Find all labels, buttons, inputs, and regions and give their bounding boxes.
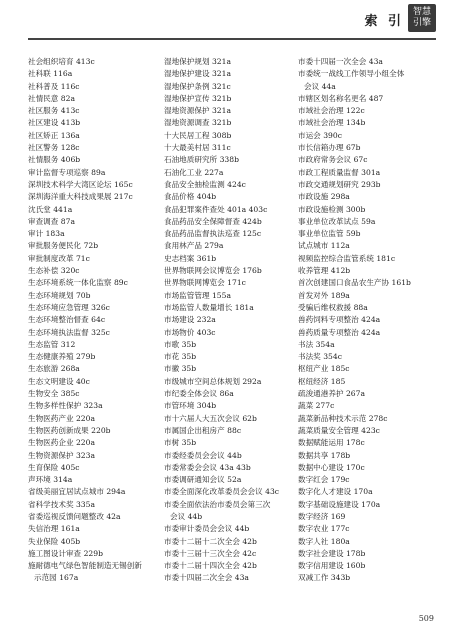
index-entry: 数字社会建设 178b bbox=[298, 548, 366, 558]
index-entry: 疏浚通港养护 267a bbox=[298, 389, 365, 399]
index-entry: 市委全面依法治市委员会第三次 bbox=[164, 499, 271, 509]
index-entry: 数据赋能运用 178c bbox=[298, 438, 365, 448]
page-header bbox=[0, 0, 468, 44]
index-entry: 史志档案 361b bbox=[164, 253, 217, 263]
index-entry: 事业单位改革试点 59a bbox=[298, 216, 376, 226]
index-entry: 社区矫正 136a bbox=[28, 130, 80, 140]
book-logo: 智慧 引擎 bbox=[408, 4, 436, 32]
index-entry: 生态环境规划 70b bbox=[28, 290, 91, 300]
index-entry: 兽药饲料专项整治 424a bbox=[298, 315, 381, 325]
index-entry: 市政交通规划研究 293b bbox=[298, 179, 381, 189]
index-entry: 生态旅游 268a bbox=[28, 364, 80, 374]
index-entry: 社科普及 116c bbox=[28, 81, 80, 91]
index-entry: 市政工程质量监督 301a bbox=[298, 167, 381, 177]
index-entry: 十大民居工程 308b bbox=[164, 130, 232, 140]
index-entry: 市委全面深化改革委员会会议 43c bbox=[164, 487, 280, 497]
index-entry: 数字基础设施建设 170a bbox=[298, 499, 381, 509]
index-columns bbox=[28, 56, 436, 616]
index-entry: 生育保险 405c bbox=[28, 462, 80, 472]
index-entry: 生态健康养殖 279b bbox=[28, 352, 96, 362]
index-entry: 市级城市空间总体规划 292a bbox=[164, 376, 262, 386]
index-entry: 社情民意 82a bbox=[28, 93, 75, 103]
index-entry: 枢纽产业 185c bbox=[298, 364, 350, 374]
index-entry: 失业保险 405b bbox=[28, 536, 81, 546]
index-entry: 市委常委会会议 43a 43b bbox=[164, 462, 251, 472]
index-entry: 市政府常务会议 67c bbox=[298, 155, 368, 165]
index-entry: 审计监督专项巡察 89a bbox=[28, 167, 106, 177]
index-entry: 书法奖 354c bbox=[298, 352, 342, 362]
index-entry: 蔬菜质量安全管理 423c bbox=[298, 425, 380, 435]
index-entry: 市纪委全体会议 86a bbox=[164, 389, 234, 399]
index-entry: 会议 44b bbox=[170, 511, 203, 521]
index-entry: 书法 354a bbox=[298, 339, 335, 349]
index-entry: 蔬菜新品种技术示范 278c bbox=[298, 413, 388, 423]
index-entry: 市委十二届十四次全会 42b bbox=[164, 561, 257, 571]
index-entry: 市花 35b bbox=[164, 352, 197, 362]
index-entry: 石油地质研究所 338b bbox=[164, 155, 239, 165]
index-entry: 湿地资源调查 321b bbox=[164, 118, 232, 128]
index-entry: 食用林产品 279a bbox=[164, 241, 224, 251]
index-entry: 事业单位监管 59b bbox=[298, 229, 361, 239]
index-entry: 市委经委员会会议 44b bbox=[164, 450, 242, 460]
index-entry: 施工图设计审查 229b bbox=[28, 548, 103, 558]
index-entry: 试点城市 112a bbox=[298, 241, 350, 251]
index-entry: 生态环境执法监督 325c bbox=[28, 327, 110, 337]
index-title: 索 引 bbox=[364, 14, 404, 29]
header-divider bbox=[28, 38, 436, 40]
index-entry: 生物医药创新成果 220b bbox=[28, 425, 111, 435]
index-entry: 施耐德电气绿色智能制造无锡创新 bbox=[28, 561, 142, 571]
index-entry: 审计 183a bbox=[28, 229, 65, 239]
index-entry: 省级美丽宜居试点城市 294a bbox=[28, 487, 126, 497]
index-entry: 社情服务 406b bbox=[28, 155, 81, 165]
index-entry: 市歌 35b bbox=[164, 339, 197, 349]
index-entry: 数据中心建设 170c bbox=[298, 462, 365, 472]
index-entry: 数字化人才建设 170a bbox=[298, 487, 373, 497]
index-entry: 审批服务便民化 72b bbox=[28, 241, 99, 251]
index-entry: 湿地保护条例 321c bbox=[164, 81, 231, 91]
index-entry: 世界物联网会议博览会 176b bbox=[164, 266, 262, 276]
index-entry: 沈氏堂 441a bbox=[28, 204, 73, 214]
index-entry: 市运会 390c bbox=[298, 130, 342, 140]
index-entry: 市徽 35b bbox=[164, 364, 197, 374]
index-entry: 市委十三届十三次全会 42c bbox=[164, 548, 257, 558]
index-entry: 生态环境系统一体化监察 89c bbox=[28, 278, 128, 288]
index-entry: 湿地保护规划 321a bbox=[164, 57, 231, 66]
index-entry: 市管环境 304b bbox=[164, 401, 217, 411]
index-entry: 数字经济 169 bbox=[298, 511, 346, 521]
index-entry: 生物医药企业 220a bbox=[28, 438, 95, 448]
index-entry: 数字红会 179c bbox=[298, 475, 350, 485]
index-entry: 收养管理 412b bbox=[298, 266, 351, 276]
index-entry: 湿地资源保护 321a bbox=[164, 106, 231, 116]
index-entry: 生态环境应急管理 326c bbox=[28, 302, 110, 312]
index-entry: 枢纽经济 185 bbox=[298, 376, 346, 386]
index-entry: 十大最美村居 311c bbox=[164, 143, 231, 153]
index-entry: 市域社会治理 122c bbox=[298, 106, 365, 116]
index-entry: 生物安全 385c bbox=[28, 389, 80, 399]
index-entry: 市委统一战线工作领导小组全体 bbox=[298, 69, 405, 79]
index-entry: 生物医药产业 220a bbox=[28, 413, 95, 423]
index-entry: 石油化工业 227a bbox=[164, 167, 224, 177]
index-entry: 食品价格 404b bbox=[164, 192, 217, 202]
index-entry: 市属国企出租房产 88c bbox=[164, 425, 242, 435]
index-entry: 湿地保护宣传 321b bbox=[164, 93, 232, 103]
index-column-3 bbox=[298, 56, 428, 585]
index-entry: 蔬菜 277c bbox=[298, 401, 335, 411]
index-entry: 生物资源保护 323a bbox=[28, 450, 95, 460]
index-entry: 社区警务 128c bbox=[28, 143, 80, 153]
index-entry: 示范园 167a bbox=[34, 573, 79, 583]
index-entry: 数字信用建设 160b bbox=[298, 561, 366, 571]
page-number: 509 bbox=[418, 614, 434, 623]
index-entry: 省委巡视反馈问题整改 42a bbox=[28, 511, 121, 521]
index-entry: 食品犯罪案件查处 401a 403c bbox=[164, 204, 268, 214]
index-entry: 审查调查 87a bbox=[28, 216, 75, 226]
index-entry: 深圳技术科学大湾区论坛 165c bbox=[28, 179, 133, 189]
index-entry: 食品安全抽检监测 424c bbox=[164, 179, 246, 189]
index-entry: 世界物联网博览会 171c bbox=[164, 278, 246, 288]
index-entry: 市场监管人数量增长 181a bbox=[164, 302, 254, 312]
index-entry: 社会组织培育 413c bbox=[28, 57, 95, 66]
index-entry: 市场物价 403c bbox=[164, 327, 216, 337]
index-entry: 市委审计委员会会议 44b bbox=[164, 524, 250, 534]
index-entry: 市委十二届十二次全会 42b bbox=[164, 536, 257, 546]
index-entry: 社区服务 413c bbox=[28, 106, 80, 116]
index-entry: 食品药品监督执法巡查 125c bbox=[164, 229, 262, 239]
index-entry: 首发对外 189a bbox=[298, 290, 350, 300]
index-column-1 bbox=[28, 56, 158, 585]
index-entry: 食品药品安全保障督查 424b bbox=[164, 216, 262, 226]
index-entry: 会议 44a bbox=[304, 81, 336, 91]
index-entry: 市长信箱办理 67b bbox=[298, 143, 361, 153]
index-entry: 受骗后维权救援 88a bbox=[298, 302, 368, 312]
index-entry: 兽药质量专项整治 424a bbox=[298, 327, 381, 337]
index-entry: 生态环境整治督查 64c bbox=[28, 315, 106, 325]
index-entry: 社科联 116a bbox=[28, 69, 73, 79]
index-entry: 双减工作 343b bbox=[298, 573, 351, 583]
index-entry: 社区建设 413b bbox=[28, 118, 81, 128]
index-entry: 市政设施 298a bbox=[298, 192, 350, 202]
index-entry: 视频监控综合监管系统 181c bbox=[298, 253, 396, 263]
index-entry: 数字人社 180a bbox=[298, 536, 350, 546]
index-entry: 市场建设 232a bbox=[164, 315, 216, 325]
index-entry: 市政设施检测 300b bbox=[298, 204, 366, 214]
index-entry: 生物多样性保护 323a bbox=[28, 401, 103, 411]
index-entry: 省科学技术奖 335a bbox=[28, 499, 95, 509]
index-entry: 失信治理 161a bbox=[28, 524, 80, 534]
index-entry: 市域社会治理 134b bbox=[298, 118, 366, 128]
index-entry: 生态监管 312 bbox=[28, 339, 76, 349]
index-entry: 深圳海洋重大科技成果展 217c bbox=[28, 192, 133, 202]
index-entry: 湿地保护建设 321a bbox=[164, 69, 231, 79]
index-entry: 市场监管管理 155a bbox=[164, 290, 231, 300]
index-entry: 生态文明建设 40c bbox=[28, 376, 90, 386]
index-entry: 市委十四届一次全会 43a bbox=[298, 57, 383, 66]
index-column-2 bbox=[164, 56, 294, 585]
index-entry: 市树 35b bbox=[164, 438, 197, 448]
index-entry: 市委十四届二次全会 43a bbox=[164, 573, 249, 583]
index-entry: 声环境 314a bbox=[28, 475, 73, 485]
index-entry: 首次创建国口食品农生产协 161b bbox=[298, 278, 411, 288]
index-entry: 生态补偿 320c bbox=[28, 266, 80, 276]
index-entry: 市十六届人大五次会议 62b bbox=[164, 413, 257, 423]
index-entry: 市委调研通知会议 52a bbox=[164, 475, 242, 485]
index-entry: 市辖区划名称名更名 487 bbox=[298, 93, 384, 103]
index-entry: 数据共享 178b bbox=[298, 450, 351, 460]
index-entry: 数字农业 177c bbox=[298, 524, 350, 534]
index-entry: 审批制度改革 71c bbox=[28, 253, 90, 263]
